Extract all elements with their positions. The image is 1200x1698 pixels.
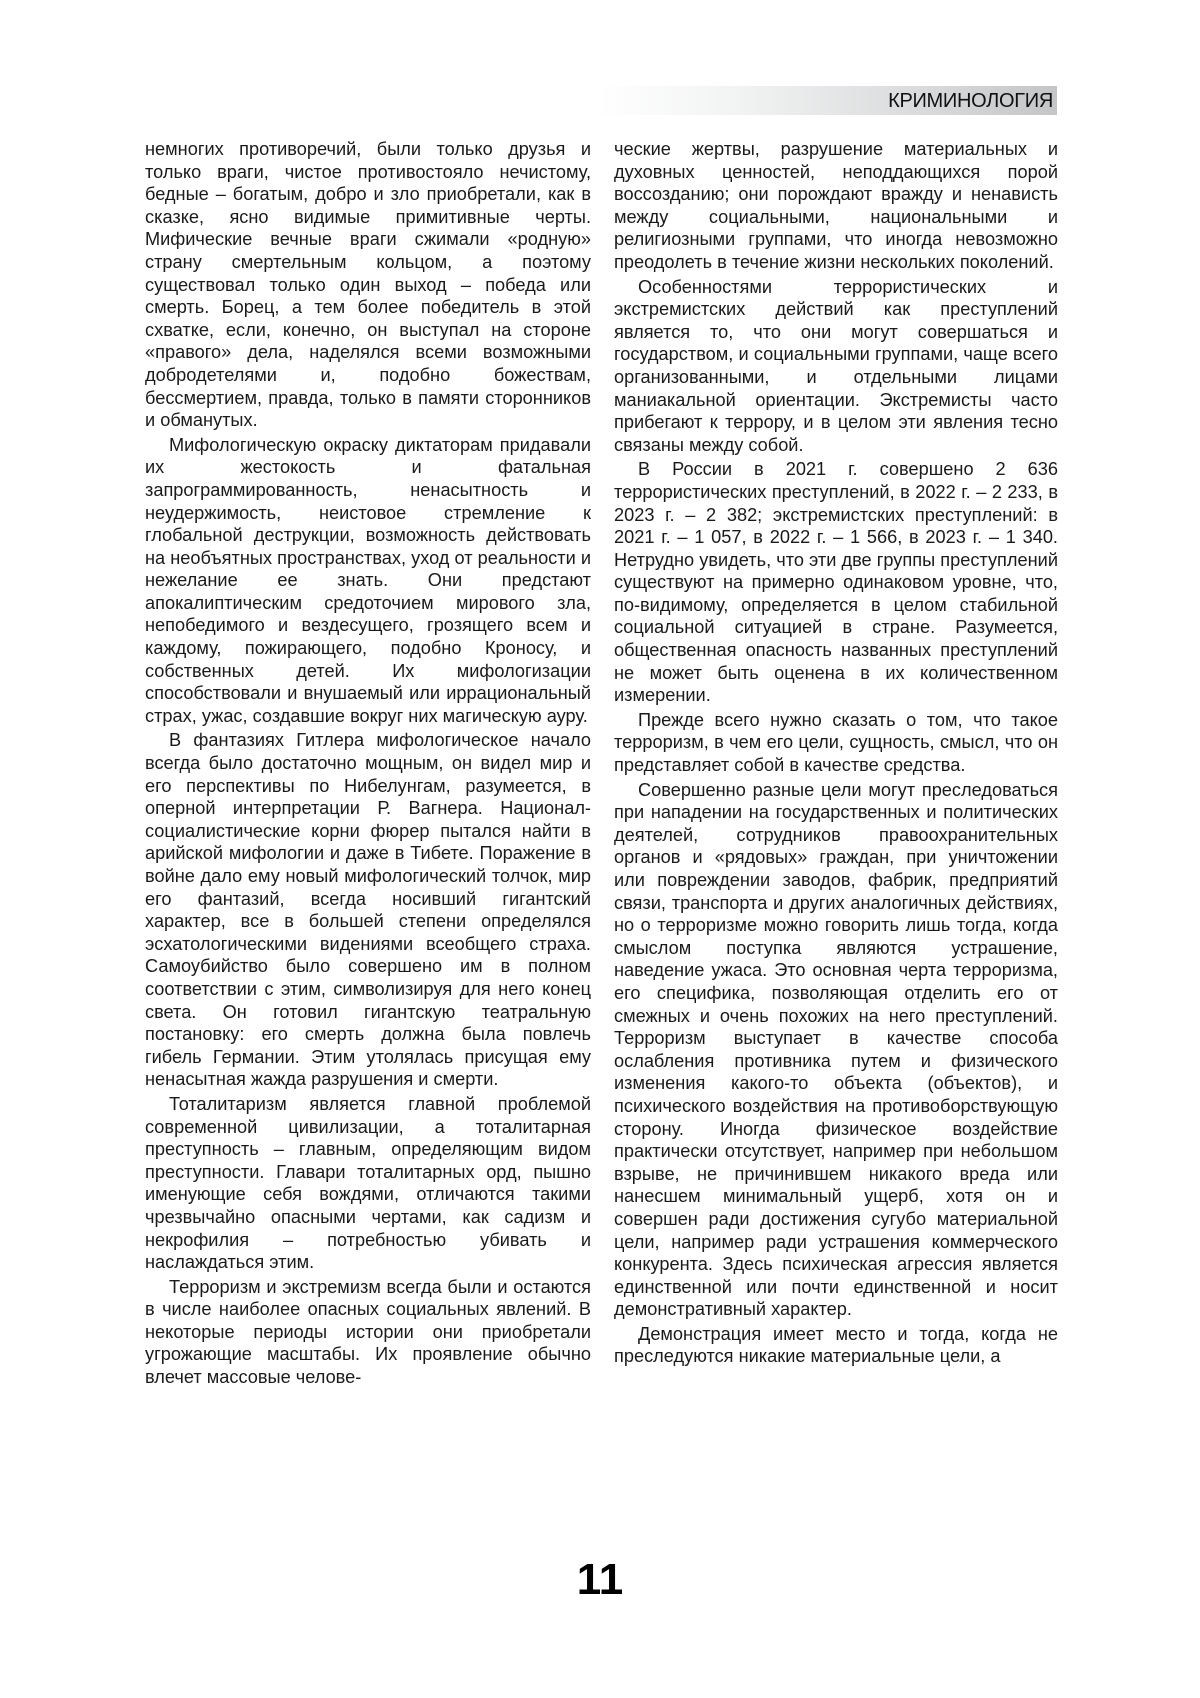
paragraph: Прежде всего нужно сказать о том, что такое терроризм, в чем его цели, сущность, смысл, что он представляет собой в качестве средства.	[614, 709, 1058, 776]
paragraph: Совершенно разные цели могут преследоваться при нападении на государственных и политических деятелей, сотрудников правоохранительных органов и «рядовых» граждан, при уничтожении или повреждении заводов, фабрик, предприятий связи, транспорта и других аналогичных действиях, но о терроризме можно говорить лишь тогда, когда смыслом поступка являются устрашение, наведение ужаса. Это основная черта терроризма, его специфика, позволяющая отделить его от смежных и очень похожих на него преступлений. Терроризм выступает в качестве способа ослабления противника путем и физического изменения какого-то объекта (объектов), и психического воздействия на противоборствующую сторону. Иногда физическое воздействие практически отсутствует, например при небольшом взрыве, не причинившем никакого вреда или нанесшем минимальный ущерб, хотя он и совершен ради достижения сугубо материальной цели, например ради устрашения коммерческого конкурента. Здесь психическая агрессия является единственной или почти единственной и носит демонстративный характер.	[614, 779, 1058, 1320]
paragraph: немногих противоречий, были только друзья и только враги, чистое противостояло нечистому, бедные – богатым, добро и зло приобретали, как в сказке, ясно видимые примитивные черты. Мифические вечные враги сжимали «родную» страну смертельным кольцом, а поэтому существовал только один выход – победа или смерть. Борец, а тем более победитель в этой схватке, если, конечно, он выступал на стороне «правого» дела, наделялся всеми возможными добродетелями и, подобно божествам, бессмертием, правда, только в памяти сторонников и обманутых.	[145, 139, 591, 431]
paragraph: Мифологическую окраску диктаторам придавали их жестокость и фатальная запрограммированность, ненасытность и неудержимость, неистовое стремление к глобальной деструкции, возможность действовать на необъятных пространствах, уход от реальности и нежелание ее знать. Они предстают апокалиптическим средоточием мирового зла, непобедимого и вездесущего, грозящего всем и каждому, пожирающего, подобно Кроносу, и собственных детей. Их мифологизации способствовали и внушаемый или иррациональный страх, ужас, создавшие вокруг них магическую ауру.	[145, 434, 591, 726]
paragraph: Терроризм и экстремизм всегда были и остаются в числе наиболее опасных социальных явлений. В некоторые периоды истории они приобретали угрожающие масштабы. Их проявление обычно влечет массовые челове-	[145, 1276, 591, 1388]
left-column	[145, 138, 591, 1391]
paragraph: В России в 2021 г. совершено 2 636 террористических преступлений, в 2022 г. – 2 233, в 2023 г. – 2 382; экстремистских преступлений: в 2021 г. – 1 057, в 2022 г. – 1 566, в 2023 г. – 1 340. Нетрудно увидеть, что эти две группы преступлений существуют на примерно одинаковом уровне, что, по-видимому, определяется в целом стабильной социальной ситуацией в стране. Разумеется, общественная опасность названных преступлений не может быть оценена в их количественном измерении.	[614, 459, 1058, 706]
running-header	[598, 86, 1057, 115]
paragraph: ческие жертвы, разрушение материальных и духовных ценностей, неподдающихся порой воссозданию; они порождают вражду и ненависть между социальными, национальными и религиозными группами, что иногда невозможно преодолеть в течение жизни нескольких поколений.	[614, 139, 1058, 272]
paragraph: Особенностями террористических и экстремистских действий как преступлений является то, что они могут совершаться и государством, и социальными группами, чаще всего организованными, и отдельными лицами маниакальной ориентации. Экстремисты часто прибегают к террору, и в целом эти явления тесно связаны между собой.	[614, 276, 1058, 455]
page-number: 11	[576, 1555, 624, 1604]
section-title: КРИМИНОЛОГИЯ	[888, 90, 1053, 112]
paragraph: Тоталитаризм является главной проблемой современной цивилизации, а тоталитарная преступность – главным, определяющим видом преступности. Главари тоталитарных орд, пышно именующие себя вождями, отличаются такими чрезвычайно опасными чертами, как садизм и некрофилия – потребностью убивать и наслаждаться этим.	[145, 1093, 591, 1273]
paragraph: Демонстрация имеет место и тогда, когда не преследуются никакие материальные цели, а	[614, 1323, 1058, 1367]
right-column	[614, 138, 1058, 1370]
paragraph: В фантазиях Гитлера мифологическое начало всегда было достаточно мощным, он видел мир и его перспективы по Нибелунгам, разумеется, в оперной интерпретации Р. Вагнера. Национал-социалистические корни фюрер пытался найти в арийской мифологии и даже в Тибете. Поражение в войне дало ему новый мифологический толчок, мир его фантазий, всегда носивший гигантский характер, все в большей степени определялся эсхатологическими видениями всеобщего страха. Самоубийство было совершено им в полном соответствии с этим, символизируя для него конец света. Он готовил гигантскую театральную постановку: его смерть должна была повлечь гибель Германии. Этим утолялась присущая ему ненасытная жажда разрушения и смерти.	[145, 730, 591, 1090]
